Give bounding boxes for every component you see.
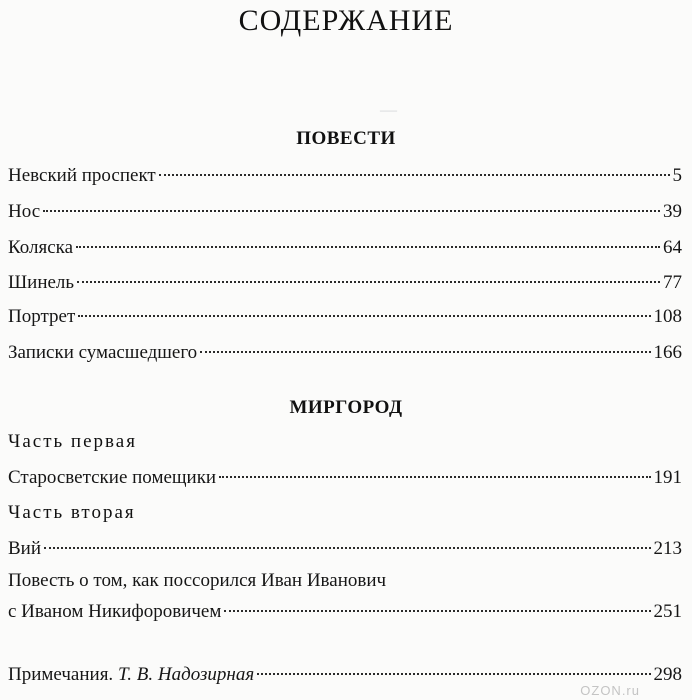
- entry-page: 108: [653, 306, 682, 327]
- section-heading-mirgorod: МИРГОРОД: [289, 397, 403, 418]
- watermark: OZON.ru: [580, 683, 640, 698]
- toc-entry[interactable]: [8, 301, 682, 325]
- toc-entry[interactable]: [8, 160, 682, 184]
- entry-page: 64: [663, 237, 682, 258]
- entry-title: Портрет: [8, 306, 76, 327]
- entry-page: 213: [653, 538, 682, 559]
- entry-page: 166: [653, 342, 682, 363]
- entry-title: Нос: [8, 201, 41, 222]
- entry-page: 39: [663, 201, 682, 222]
- dot-leader: [77, 262, 660, 283]
- toc-entry[interactable]: [8, 659, 682, 683]
- entry-title: Невский проспект: [8, 165, 156, 186]
- part-heading: Часть первая: [8, 431, 137, 452]
- toc-entry[interactable]: [8, 596, 682, 620]
- dot-leader: [78, 296, 650, 317]
- dot-leader: [44, 528, 650, 549]
- dot-leader: [257, 654, 650, 675]
- page-title: СОДЕРЖАНИЕ: [238, 4, 454, 37]
- entry-title: Вий: [8, 538, 42, 559]
- entry-title: Старосветские помещики: [8, 467, 217, 488]
- dot-leader: [224, 591, 650, 612]
- entry-title: Коляска: [8, 237, 74, 258]
- notes-label: Примечания.: [8, 664, 114, 685]
- dot-leader: [76, 227, 660, 248]
- bleed-through-text: —: [380, 100, 453, 119]
- entry-page: 77: [663, 272, 682, 293]
- dot-leader: [159, 155, 670, 176]
- toc-entry[interactable]: [8, 196, 682, 220]
- notes-author: Т. В. Надозирная: [117, 664, 255, 685]
- entry-page: 5: [672, 165, 682, 186]
- toc-entry[interactable]: [8, 533, 682, 557]
- section-heading-povesti: ПОВЕСТИ: [296, 128, 396, 149]
- entry-page: 251: [653, 601, 682, 622]
- dot-leader: [43, 191, 660, 212]
- toc-entry[interactable]: [8, 462, 682, 486]
- toc-entry[interactable]: [8, 267, 682, 291]
- entry-title: Шинель: [8, 272, 75, 293]
- entry-title: Записки сумасшедшего: [8, 342, 198, 363]
- entry-page: 191: [653, 467, 682, 488]
- entry-title: с Иваном Никифоровичем: [8, 601, 222, 622]
- dot-leader: [219, 457, 650, 478]
- entry-title: [8, 664, 254, 686]
- toc-entry[interactable]: [8, 232, 682, 256]
- part-heading: Часть вторая: [8, 502, 136, 523]
- entry-page: 298: [653, 664, 682, 685]
- toc-entry[interactable]: [8, 337, 682, 361]
- dot-leader: [200, 332, 650, 353]
- entry-title-line[interactable]: Повесть о том, как поссорился Иван Иванович: [8, 570, 387, 591]
